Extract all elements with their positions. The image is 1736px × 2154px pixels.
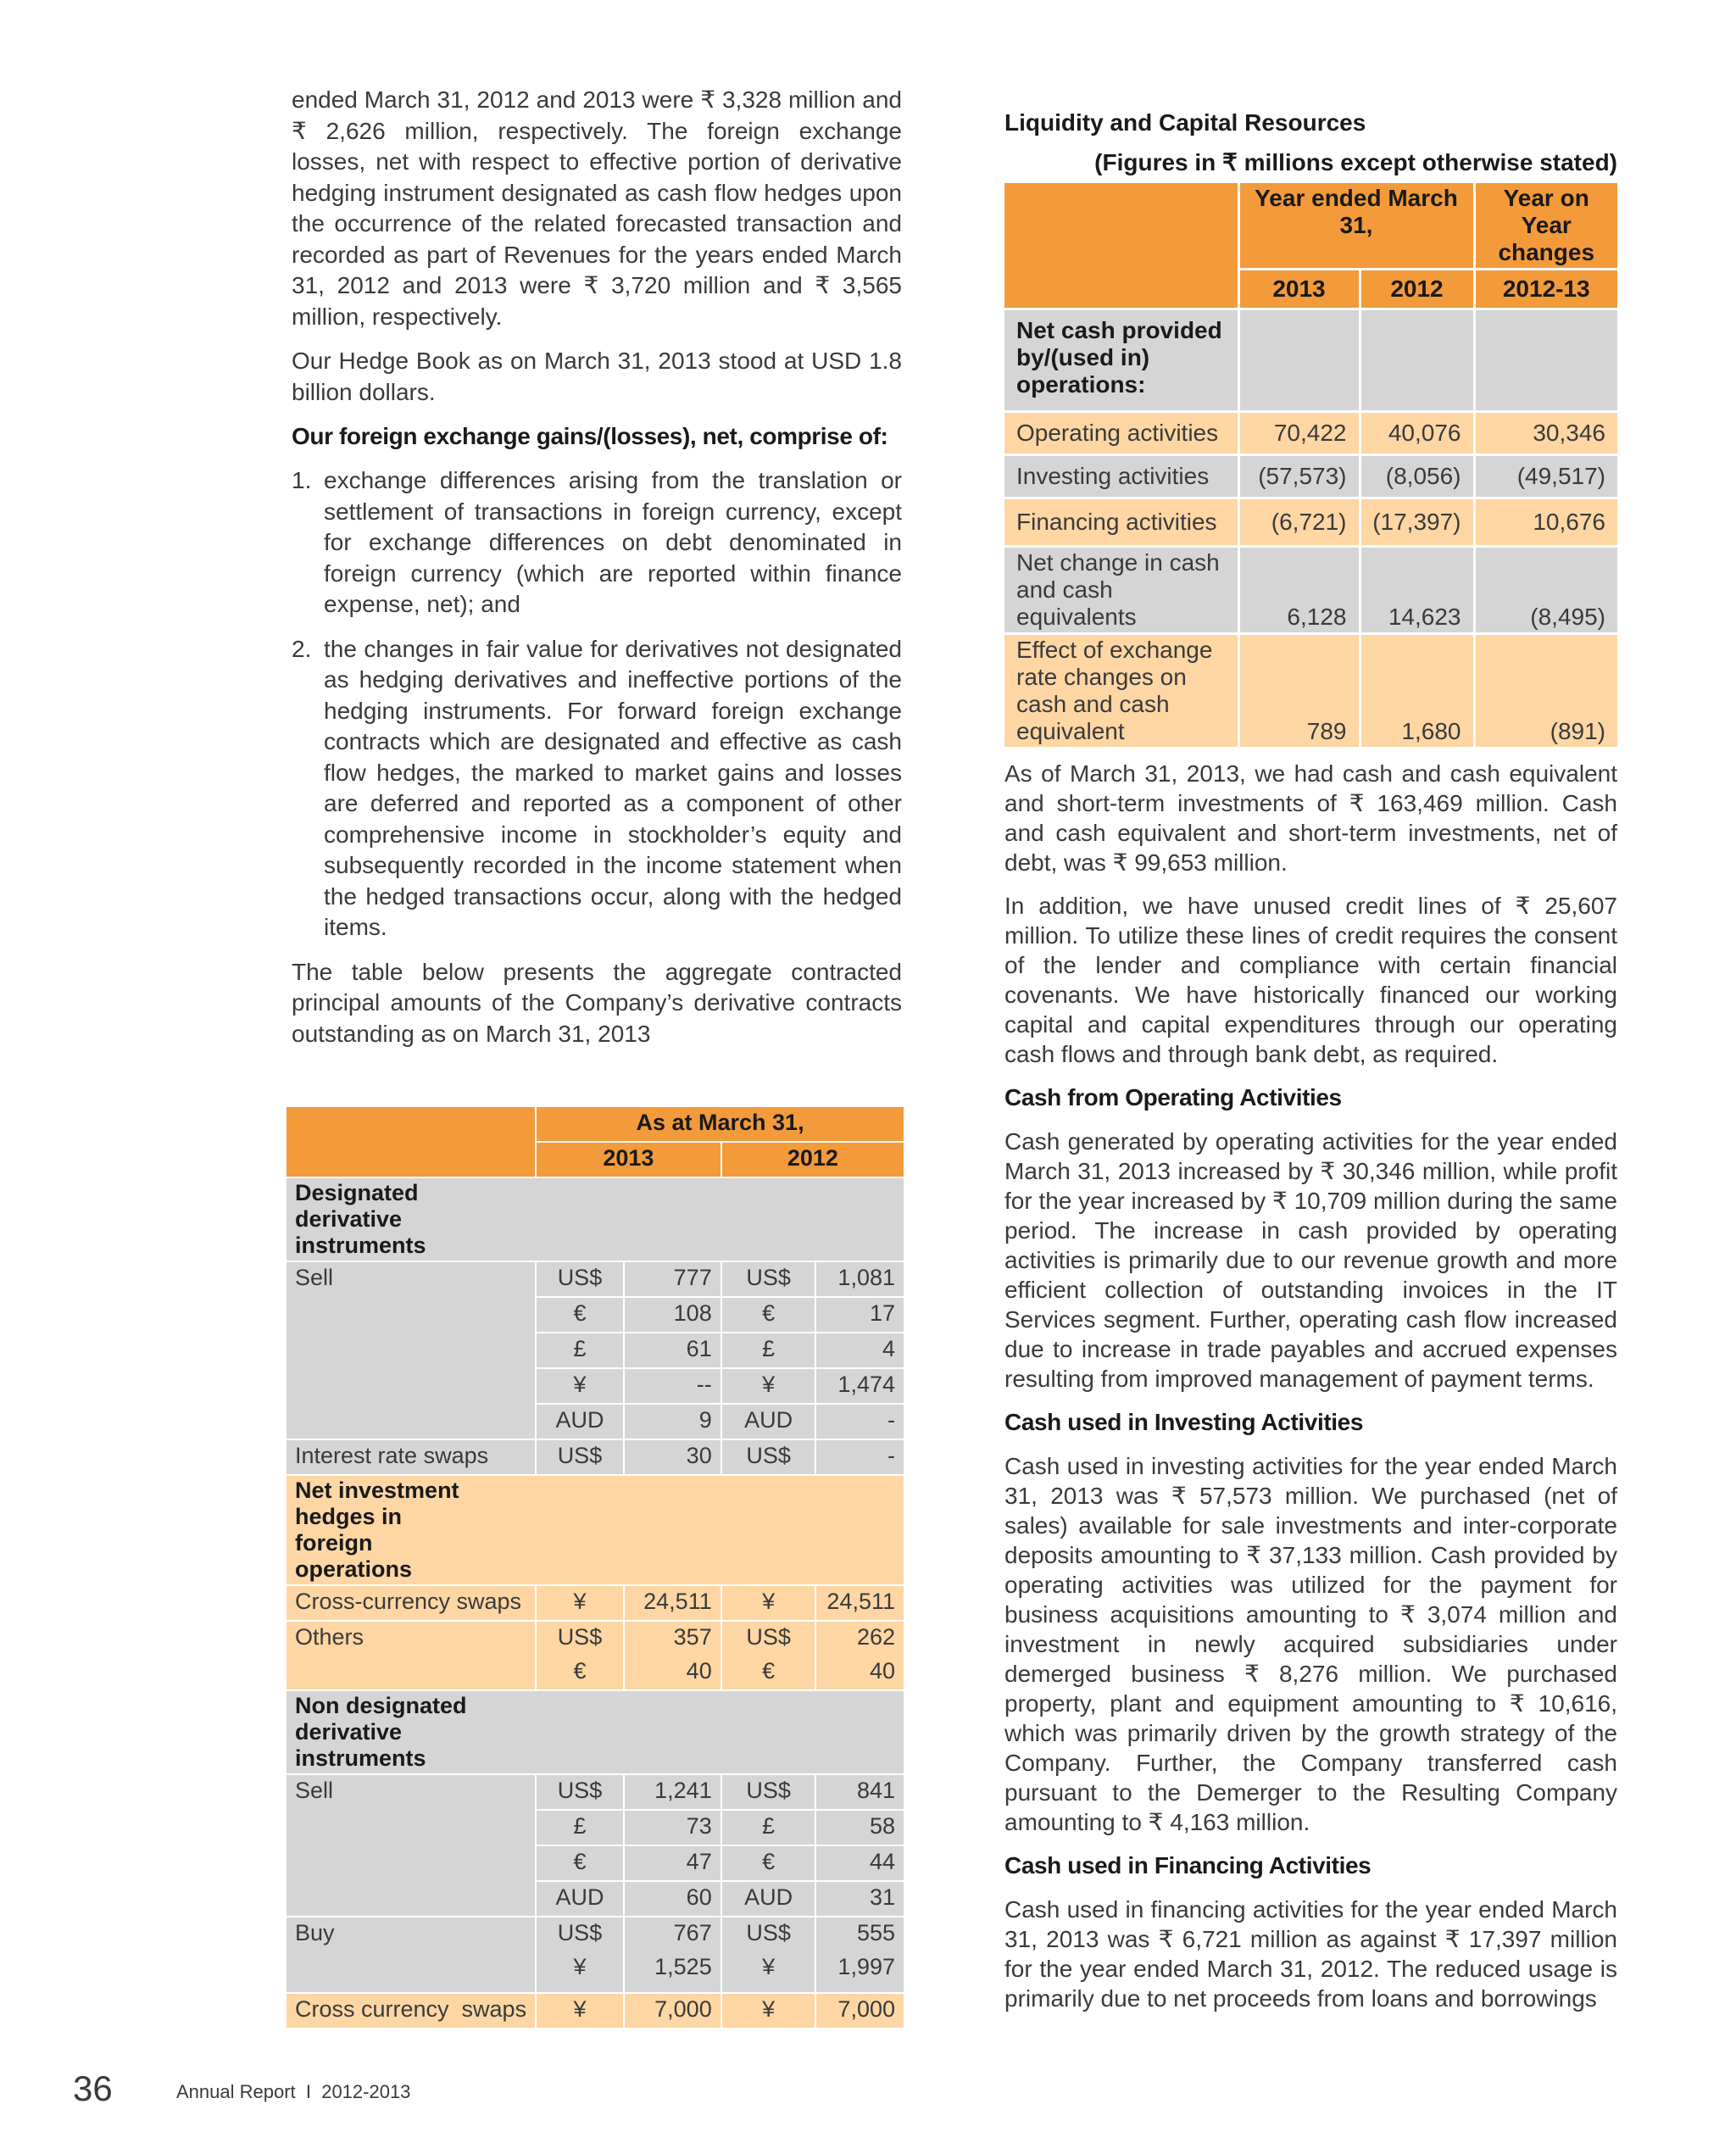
group-designated: Designated derivative instruments [287,1177,904,1261]
group-header-row [287,1690,904,1774]
header-2013: 2013 [1238,270,1360,309]
header-year-ended: Year ended March 31, [1238,183,1474,270]
table-row: Buy US$ 767 US$ 555 [287,1917,904,1951]
group-header-row [287,1177,904,1261]
paragraph-investing: Cash used in investing activities for the year ended March 31, 2013 was ₹ 57,573 million. We purchased (net of sales) available for sale investments and inter-corporate deposits amounting to ₹ 37,133 million. Cash provided by operating activities was utilized for the payment for business acquisitions amounting to ₹ 3,074 million and investment in newly acquired subsidiaries under demerged business ₹ 8,276 million. We purchased property, plant and equipment amounting to ₹ 10,616, which was primarily driven by the growth strategy of the Company. Further, the Company transferred cash pursuant to the Demerger to the Resulting Company amounting to ₹ 4,163 million. [1004,1453,1617,1835]
group-non-designated: Non designated derivative instruments [287,1690,904,1774]
group-header-row [287,1475,904,1585]
header-year-2012: 2012 [721,1142,904,1177]
header-year-on-year: Year on Year changes [1474,183,1617,270]
table-row: Sell US$ 1,241 US$ 841 [287,1774,904,1810]
table-row: AUD 9 AUD - [287,1404,904,1439]
table-row: Financing activities (6,721) (17,397) 10,676 [1004,498,1617,547]
table-row: Cross currency swaps ¥ 7,000 ¥ 7,000 [287,1993,904,2028]
paragraph-hedge-book: Our Hedge Book as on March 31, 2013 stood at USD 1.8 billion dollars. [292,348,902,405]
table-row: £ 61 £ 4 [287,1333,904,1368]
paragraph-operating: Cash generated by operating activities for the year ended March 31, 2013 increased by ₹ 30,346 million, while profit for the year increased by ₹ 10,709 million during the same period. The increase in cash provided by operating activities is primarily due to our revenue growth and more efficient collection of outstanding invoices in the IT Services segment. Further, operating cash flow increased due to increase in trade payables and accrued expenses resulting from improved management of payment terms. [1004,1128,1617,1392]
table-header-row [1004,183,1617,270]
paragraph-financing: Cash used in financing activities for the year ended March 31, 2013 was ₹ 6,721 million as against ₹ 17,397 million for the year ended March 31, 2012. The reduced usage is primarily due to net proceeds from loans and borrowings [1004,1896,1617,2012]
paragraph-credit-lines: In addition, we have unused credit lines of ₹ 25,607 million. To utilize these lines of credit requires the consent of the lender and compliance with certain financial covenants. We have historically financed our working capital and capital expenditures through our operating cash flows and through bank debt, as required. [1004,893,1617,1067]
table-row: AUD 60 AUD 31 [287,1881,904,1917]
table-row: Investing activities (57,573) (8,056) (49,517) [1004,455,1617,498]
net-cash-label: Net cash provided by/(used in) operations: [1004,309,1238,412]
table-row: ¥ -- ¥ 1,474 [287,1368,904,1404]
forex-components-list [292,465,902,943]
table-row: Sell US$ 777 US$ 1,081 [287,1261,904,1297]
table-header-row [287,1107,904,1142]
heading-investing: Cash used in Investing Activities [1004,1409,1363,1435]
heading-operating: Cash from Operating Activities [1004,1084,1342,1110]
derivative-contracts-table [287,1107,904,2028]
list-item: 2. the changes in fair value for derivatives not designated as hedging derivatives and ineffective portions of the hedging instruments. For forward foreign exchange contracts which are designated and effective as cash flow hedges, the marked to market gains and losses are deferred and reported as a component of other comprehensive income in stockholder’s equity and subsequently recorded in the income statement when the hedged transactions occur, along with the hedged items. [292,635,902,940]
heading-financing: Cash used in Financing Activities [1004,1852,1372,1878]
group-net-investment: Net investment hedges in foreign operations [287,1475,904,1585]
page-number: 36 [73,2068,113,2108]
table-row: Interest rate swaps US$ 30 US$ - [287,1439,904,1475]
footer-text: Annual Report I 2012-2013 [176,2081,411,2102]
heading-forex-gains: Our foreign exchange gains/(losses), net, comprise of: [292,423,888,449]
table-row: ¥ 1,525 ¥ 1,997 [287,1951,904,1993]
table-row: £ 73 £ 58 [287,1810,904,1845]
list-item: 1. exchange differences arising from the translation or settlement of transactions in foreign currency, except for exchange differences on debt denominated in foreign currency (which are reported within finance expense, net); and [292,467,902,617]
table-row: Operating activities 70,422 40,076 30,346 [1004,412,1617,455]
table-row: Cross-currency swaps ¥ 24,511 ¥ 24,511 [287,1585,904,1621]
paragraph-table-intro: The table below presents the aggregate contracted principal amounts of the Company’s derivative contracts outstanding as on March 31, 2013 [292,958,902,1047]
table-row: € 108 € 17 [287,1297,904,1333]
table-row: € 47 € 44 [287,1845,904,1881]
group-header-row [1004,309,1617,412]
header-2012-13: 2012-13 [1474,270,1617,309]
table-row: Effect of exchange rate changes on cash and cash equivalent 789 1,680 (891) [1004,634,1617,748]
paragraph-forex-losses: ended March 31, 2012 and 2013 were ₹ 3,328 million and ₹ 2,626 million, respectively. The foreign exchange losses, net with respect to effective portion of derivative hedging instrument designated as cash flow hedges upon the occurrence of the related forecasted transaction and recorded as part of Revenues for the years ended March 31, 2012 and 2013 were ₹ 3,720 million and ₹ 3,565 million, respectively. [292,86,902,330]
left-column [292,85,902,1063]
header-year-2013: 2013 [536,1142,721,1177]
table-row: € 40 € 40 [287,1656,904,1690]
header-as-at: As at March 31, [536,1107,904,1142]
section-title-liquidity: Liquidity and Capital Resources [1004,109,1366,136]
figures-note: (Figures in ₹ millions except otherwise stated) [1094,149,1617,175]
header-2012: 2012 [1360,270,1474,309]
paragraph-cash-equivalents: As of March 31, 2013, we had cash and cash equivalent and short-term investments of ₹ 163,469 million. Cash and cash equivalent and short-term investments, net of debt, was ₹ 99,653 million. [1004,760,1617,876]
right-column [1004,109,1617,2027]
liquidity-table [1004,183,1617,747]
table-row: Others US$ 357 US$ 262 [287,1621,904,1656]
table-row: Net change in cash and cash equivalents 6,128 14,623 (8,495) [1004,547,1617,634]
